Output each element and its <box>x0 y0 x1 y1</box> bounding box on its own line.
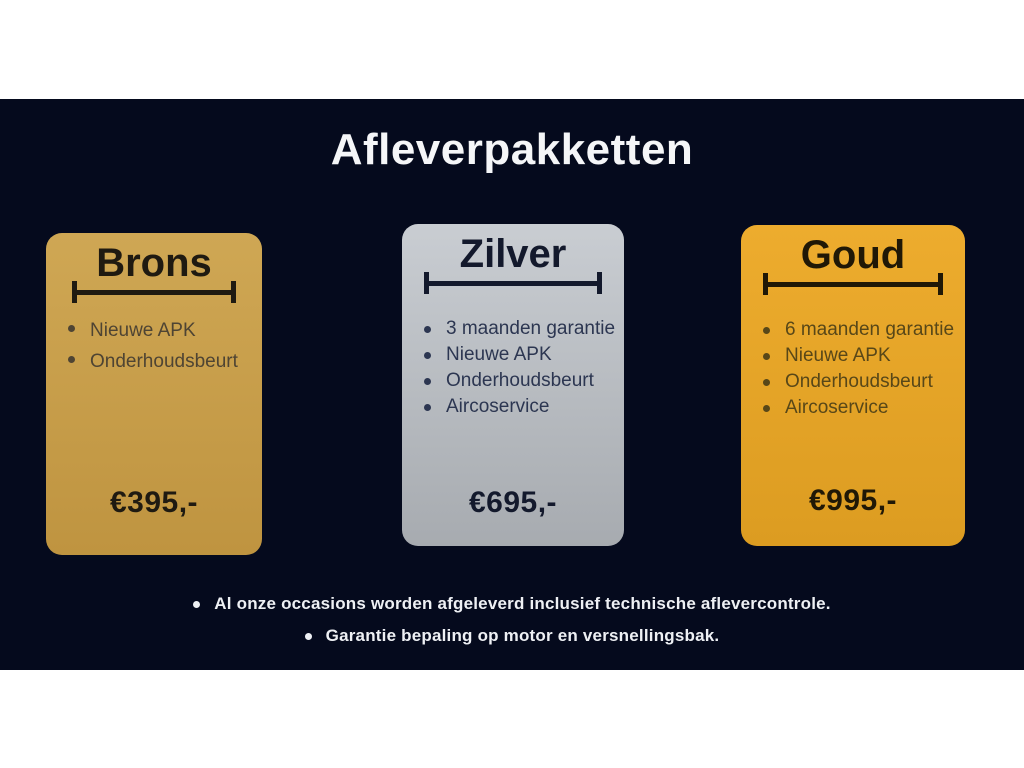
package-price: €395,- <box>109 486 199 519</box>
bullet-icon <box>68 356 75 363</box>
feature-list <box>761 317 965 421</box>
bullet-icon <box>763 327 770 334</box>
feature-list <box>422 316 624 420</box>
package-card-goud <box>741 225 965 546</box>
dimension-line-icon <box>763 273 942 295</box>
feature-item <box>422 316 624 342</box>
bullet-icon <box>424 404 431 411</box>
feature-label: Nieuwe APK <box>90 320 196 341</box>
bullet-icon <box>763 405 770 412</box>
feature-label: Onderhoudsbeurt <box>446 370 594 391</box>
footnote-text: Al onze occasions worden afgeleverd inclusief technische aflevercontrole. <box>214 594 831 613</box>
package-price: €695,- <box>468 486 558 519</box>
package-card-zilver <box>402 224 624 546</box>
package-card-brons <box>46 233 262 555</box>
feature-item <box>422 368 624 394</box>
package-name: Goud <box>800 233 906 277</box>
footnotes <box>0 593 1024 657</box>
footnote-line <box>0 593 1024 615</box>
feature-label: 6 maanden garantie <box>785 319 955 340</box>
beam-right-cap <box>597 272 602 294</box>
feature-item <box>422 394 624 420</box>
beam-bar <box>424 281 602 286</box>
slide-background <box>0 99 1024 670</box>
bullet-icon <box>305 633 312 640</box>
package-price: €995,- <box>808 484 898 517</box>
bullet-icon <box>763 353 770 360</box>
feature-item <box>761 369 965 395</box>
feature-label: Aircoservice <box>446 396 550 417</box>
feature-label: Onderhoudsbeurt <box>785 371 933 392</box>
bullet-icon <box>424 352 431 359</box>
beam-bar <box>763 282 942 287</box>
package-name: Brons <box>96 241 212 285</box>
footnote-line <box>0 625 1024 647</box>
feature-item <box>761 343 965 369</box>
feature-item <box>761 395 965 421</box>
feature-label: Nieuwe APK <box>446 344 552 365</box>
beam-bar <box>72 290 236 295</box>
dimension-line-icon <box>72 281 236 303</box>
bullet-icon <box>763 379 770 386</box>
feature-item <box>422 342 624 368</box>
bullet-icon <box>193 601 200 608</box>
feature-label: Aircoservice <box>785 397 889 418</box>
feature-label: Onderhoudsbeurt <box>90 351 238 372</box>
page-title: Afleverpakketten <box>330 125 694 174</box>
bullet-icon <box>424 378 431 385</box>
feature-label: 3 maanden garantie <box>446 318 616 339</box>
bullet-icon <box>68 325 75 332</box>
feature-item <box>761 317 965 343</box>
feature-label: Nieuwe APK <box>785 345 891 366</box>
beam-right-cap <box>938 273 943 295</box>
beam-right-cap <box>231 281 236 303</box>
feature-item <box>66 315 262 346</box>
dimension-line-icon <box>424 272 602 294</box>
package-name: Zilver <box>459 232 567 276</box>
footnote-text: Garantie bepaling op motor en versnellingsbak. <box>325 626 720 645</box>
bullet-icon <box>424 326 431 333</box>
feature-item <box>66 346 262 377</box>
feature-list <box>66 315 262 377</box>
